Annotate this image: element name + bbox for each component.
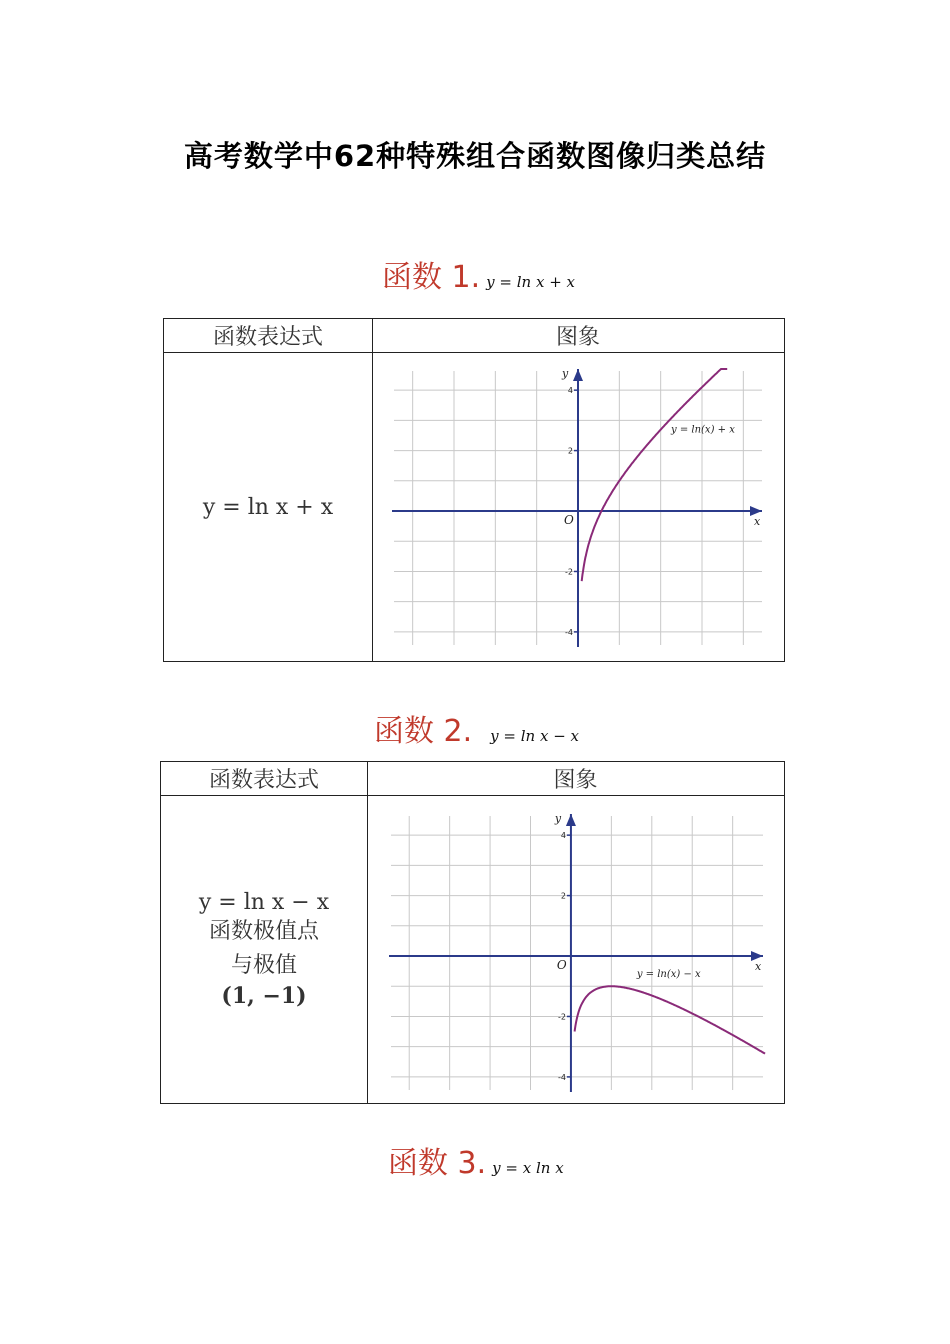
function-curve — [582, 369, 728, 581]
function-2-heading — [374, 706, 579, 750]
function-2-label: 函数 2. — [374, 714, 473, 749]
y-axis-arrow-icon — [566, 814, 576, 826]
expression-cell — [164, 353, 372, 661]
expression-header: 函数表达式 — [161, 762, 367, 796]
extremum-note-line-1: 函数极值点 — [208, 919, 319, 944]
function-2-graph — [383, 808, 771, 1098]
y-tick-label: -2 — [565, 567, 573, 577]
y-axis-label: y — [554, 812, 562, 825]
y-tick-label: -4 — [565, 627, 573, 637]
y-axis-arrow-icon — [573, 369, 583, 381]
y-tick-label: -4 — [557, 1072, 566, 1082]
y-tick-label: 4 — [560, 831, 566, 841]
x-axis-label: x — [754, 515, 761, 529]
function-1-formula: y = ln x + x — [486, 273, 575, 291]
function-3-label: 函数 3. — [388, 1146, 487, 1181]
function-1-heading — [382, 252, 575, 296]
function-1-graph — [386, 363, 770, 653]
x-axis-label: x — [755, 960, 762, 974]
y-tick-label: 2 — [560, 891, 566, 901]
function-curve — [575, 986, 765, 1053]
curve-label: y = ln(x) + x — [671, 424, 735, 436]
y-axis-label: y — [562, 367, 569, 380]
document-title: 高考数学中62种特殊组合函数图像归类总结 — [183, 139, 767, 173]
function-2-table — [160, 761, 785, 1104]
extremum-point: (1, −1) — [221, 983, 307, 1009]
expression-cell — [161, 796, 367, 1103]
function-3-formula: y = x ln x — [492, 1159, 564, 1177]
column-divider — [372, 319, 373, 661]
column-divider — [367, 762, 368, 1103]
expression-text: y = ln x + x — [202, 494, 334, 520]
origin-label: O — [556, 958, 567, 973]
expression-text: y = ln x − x — [198, 890, 330, 915]
function-1-table — [163, 318, 785, 662]
y-tick-label: -2 — [557, 1012, 566, 1022]
graph-header: 图象 — [367, 762, 784, 796]
function-2-formula: y = ln x − x — [490, 727, 579, 745]
y-tick-label: 2 — [567, 446, 573, 456]
function-3-heading — [388, 1138, 564, 1182]
function-1-label: 函数 1. — [382, 260, 481, 295]
expression-header: 函数表达式 — [164, 319, 372, 353]
graph-header: 图象 — [372, 319, 784, 353]
origin-label: O — [564, 513, 574, 528]
extremum-note-line-2: 与极值 — [230, 953, 297, 978]
curve-label: y = ln(x) − x — [636, 969, 701, 981]
y-tick-label: 4 — [567, 386, 573, 396]
